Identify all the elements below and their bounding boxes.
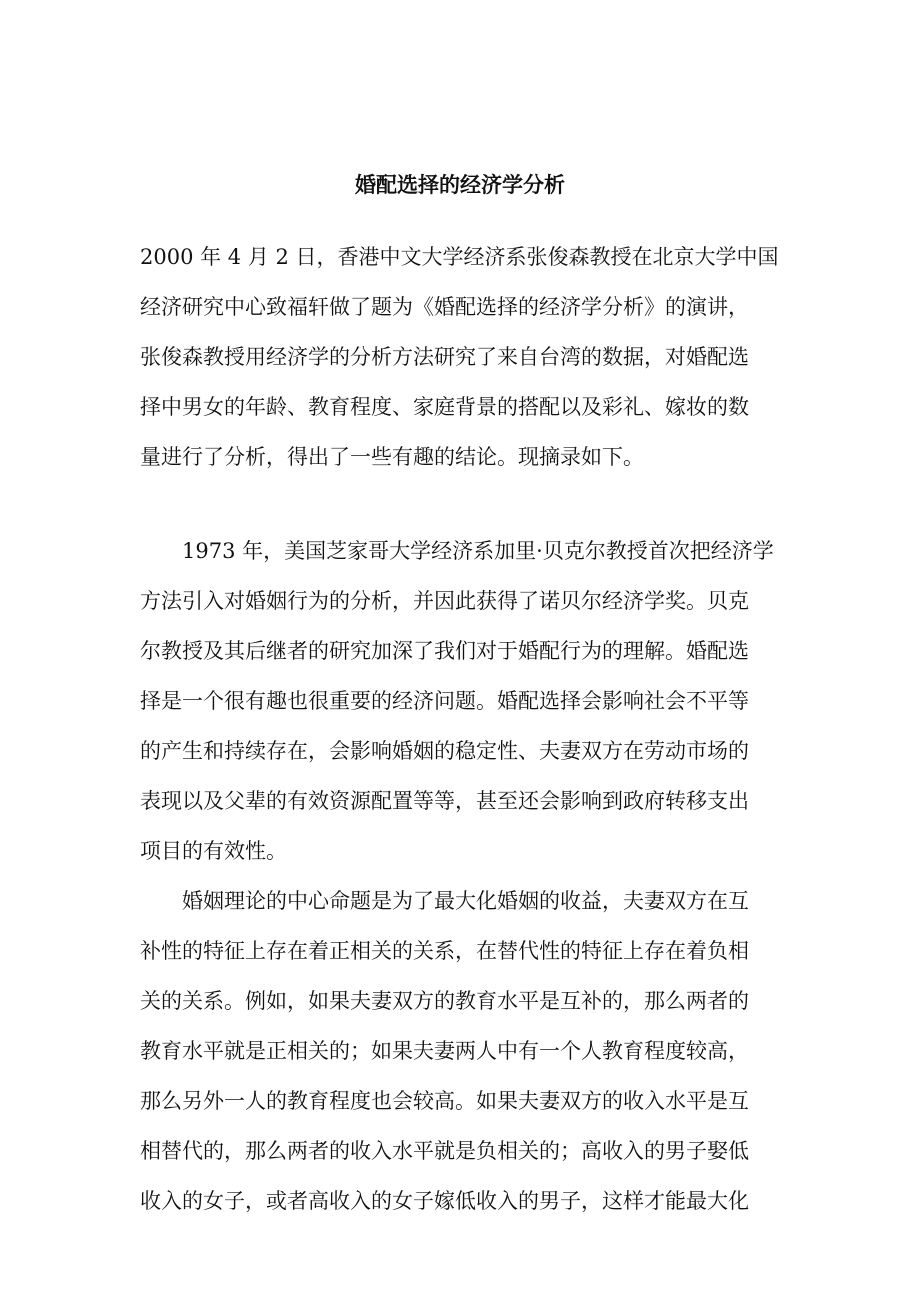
- paragraph-line: 关的关系。例如，如果夫妻双方的教育水平是互补的，那么两者的: [140, 989, 749, 1013]
- document-title: 婚配选择的经济学分析: [355, 173, 565, 197]
- paragraph-line: 教育水平就是正相关的；如果夫妻两人中有一个人教育程度较高，: [140, 1039, 749, 1063]
- paragraph-line: 婚姻理论的中心命题是为了最大化婚姻的收益，夫妻双方在互: [182, 889, 749, 913]
- paragraph-line: 项目的有效性。: [140, 839, 287, 863]
- paragraph-line: 补性的特征上存在着正相关的关系，在替代性的特征上存在着负相: [140, 939, 749, 963]
- paragraph-line: 张俊森教授用经济学的分析方法研究了来自台湾的数据，对婚配选: [140, 345, 749, 369]
- paragraph-line: 相替代的，那么两者的收入水平就是负相关的；高收入的男子娶低: [140, 1139, 749, 1163]
- paragraph-line: 的产生和持续存在，会影响婚姻的稳定性、夫妻双方在劳动市场的: [140, 739, 749, 763]
- paragraph-line: 量进行了分析，得出了一些有趣的结论。现摘录如下。: [140, 445, 644, 469]
- paragraph-line: 表现以及父辈的有效资源配置等等，甚至还会影响到政府转移支出: [140, 789, 749, 813]
- paragraph-line: 2000 年 4 月 2 日，香港中文大学经济系张俊森教授在北京大学中国: [140, 245, 779, 269]
- paragraph-line: 方法引入对婚姻行为的分析，并因此获得了诺贝尔经济学奖。贝克: [140, 589, 749, 613]
- paragraph-line: 那么另外一人的教育程度也会较高。如果夫妻双方的收入水平是互: [140, 1089, 749, 1113]
- paragraph-line: 择是一个很有趣也很重要的经济问题。婚配选择会影响社会不平等: [140, 689, 749, 713]
- paragraph-line: 收入的女子，或者高收入的女子嫁低收入的男子，这样才能最大化: [140, 1189, 749, 1213]
- paragraph-line: 择中男女的年龄、教育程度、家庭背景的搭配以及彩礼、嫁妆的数: [140, 395, 749, 419]
- paragraph-line: 1973 年，美国芝家哥大学经济系加里·贝克尔教授首次把经济学: [182, 539, 774, 563]
- paragraph-line: 经济研究中心致福轩做了题为《婚配选择的经济学分析》的演讲，: [140, 295, 749, 319]
- paragraph-line: 尔教授及其后继者的研究加深了我们对于婚配行为的理解。婚配选: [140, 639, 749, 663]
